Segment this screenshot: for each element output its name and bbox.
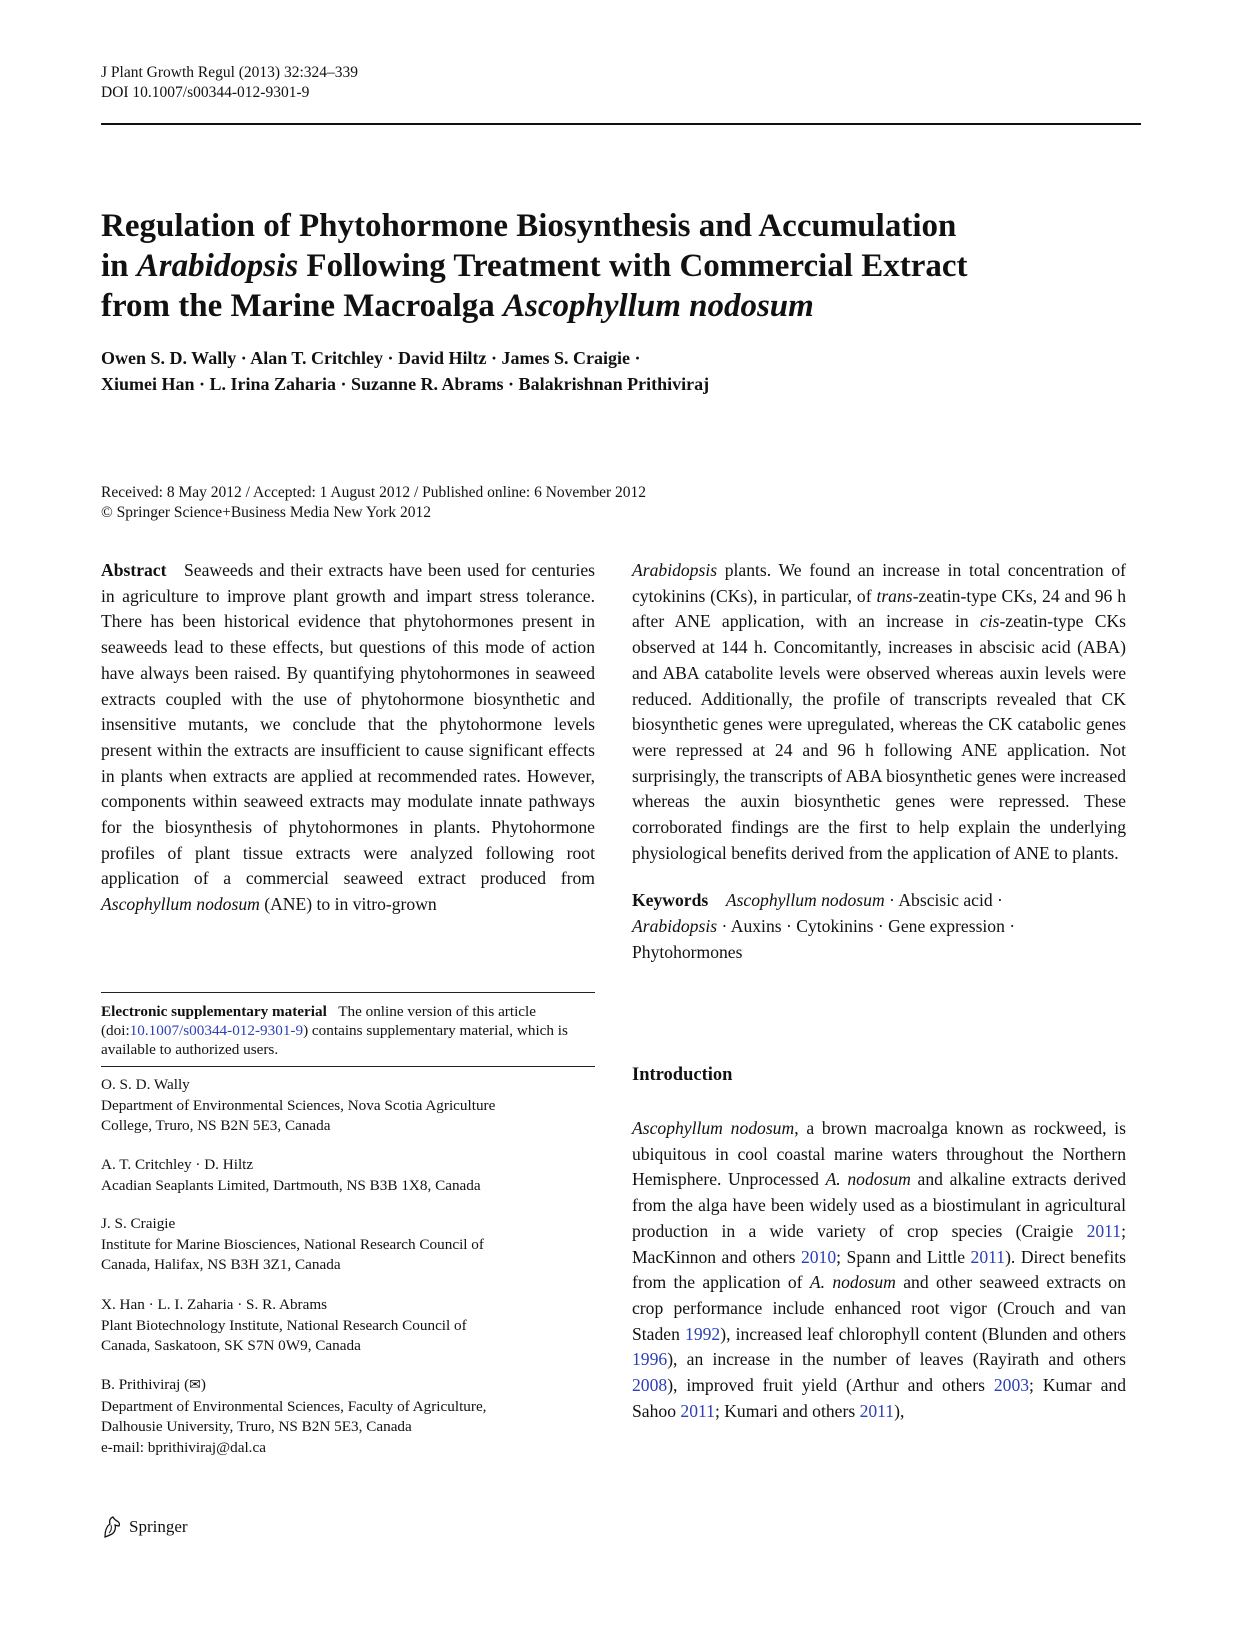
author-list: Owen S. D. Wally · Alan T. Critchley · David Hiltz · James S. Craigie · Xiumei Han · L. Irina Zaharia · Suzanne R. Abrams · Balakrishnan Prithiviraj (101, 348, 710, 394)
citation-link[interactable]: 2011 (1086, 1220, 1122, 1241)
esm-rule-bottom (101, 1066, 595, 1067)
copyright-line: © Springer Science+Business Media New York 2012 (101, 504, 432, 521)
citation-link[interactable]: 2003 (993, 1375, 1030, 1396)
springer-horse-icon (101, 1515, 123, 1539)
journal-citation: J Plant Growth Regul (2013) 32:324–339 (101, 64, 359, 81)
affiliation-craigie: J. S. Craigie Institute for Marine Biosciences, National Research Council of Canada, Halifax, NS B3H 3Z1, Canada (101, 1215, 484, 1273)
abstract-right-column: Arabidopsis plants. We found an increase in total concentration of cytokinins (CKs), in particular, of trans-zeatin-type CKs, 24 and 96 h after ANE application, with an increase in cis-zeatin-type CKs observed at 144 h. Concomitantly, increases in abscisic acid (ABA) and ABA catabolite levels were observed whereas auxin levels were reduced. Additionally, the profile of transcripts revealed that CK biosynthetic genes were upregulated, whereas the CK catabolic genes were repressed at 24 and 96 h following ANE application. Not surprisingly, the transcripts of ABA biosynthetic genes were increased whereas the auxin biosynthetic genes were repressed. These corroborated findings are the first to help explain the underlying physiological benefits derived from the application of ANE to plants. Keywords Ascophyllum nodosum · Abscisic acid · Arabidopsis · Auxins · Cytokinins · Gene expression · Phytohormones (632, 558, 1126, 966)
keywords: Keywords Ascophyllum nodosum · Abscisic acid · Arabidopsis · Auxins · Cytokinins · Gene expression · Phytohormones (632, 890, 1016, 962)
citation-link[interactable]: 2011 (680, 1400, 715, 1421)
doi-line: DOI 10.1007/s00344-012-9301-9 (101, 84, 310, 101)
header-rule (101, 123, 1141, 125)
doi-link[interactable]: 10.1007/s00344-012-9301-9 (129, 1022, 304, 1039)
affiliation-han-zaharia-abrams: X. Han · L. I. Zaharia · S. R. Abrams Plant Biotechnology Institute, National Research Council of Canada, Saskatoon, SK S7N 0W9, Canada (101, 1296, 467, 1354)
publication-dates: Received: 8 May 2012 / Accepted: 1 August 2012 / Published online: 6 November 2012 © Springer Science+Business Media New York 2012 (101, 484, 647, 521)
paper-title: Regulation of Phytohormone Biosynthesis and Accumulation in Arabidopsis Following Treatment with Commercial Extract from the Marine Macroalga Ascophyllum nodosum (101, 208, 968, 324)
introduction-heading: Introduction (632, 1065, 733, 1085)
abstract-left-column: Abstract Seaweeds and their extracts have been used for centuries in agriculture to improve plant growth and impart stress tolerance. There has been historical evidence that phytohormones present in seaweeds lead to these effects, but questions of this mode of action have always been raised. By quantifying phytohormones in seaweed extracts coupled with the use of phytohormone biosynthetic and insensitive mutants, we conclude that the phytohormone levels present within the extracts are insufficient to cause significant effects in plants when extracts are applied at recommended rates. However, components within seaweed extracts may modulate innate pathways for the biosynthesis of phytohormones in plants. Phytohormone profiles of plant tissue extracts were analyzed following root application of a commercial seaweed extract produced from Ascophyllum nodosum (ANE) to in vitro-grown (101, 560, 595, 915)
citation-link[interactable]: 2011 (859, 1400, 895, 1421)
keywords-label: Keywords (632, 890, 709, 911)
supplementary-material-note: Electronic supplementary material The online version of this article (doi:10.1007/s00344-012-9301-9) contains supplementary material, which is available to authorized users. (101, 1003, 568, 1058)
introduction-text: Ascophyllum nodosum, a brown macroalga known as rockweed, is ubiquitous in cool coastal marine waters throughout the Northern Hemisphere. Unprocessed A. nodosum and alkaline extracts derived from the alga have been widely used as a biostimulant in agricultural production in a wide variety of crop species (Craigie 2011; MacKinnon and others 2010; Spann and Little 2011). Direct benefits from the application of A. nodosum and other seaweed extracts on crop performance include enhanced root vigor (Crouch and van Staden 1992), increased leaf chlorophyll content (Blunden and others 1996), an increase in the number of leaves (Rayirath and others 2008), improved fruit yield (Arthur and others 2003; Kumar and Sahoo 2011; Kumari and others 2011), (632, 1118, 1126, 1421)
abstract-label: Abstract (101, 560, 167, 580)
esm-rule-top (101, 992, 595, 993)
envelope-icon: ✉ (189, 1378, 201, 1393)
affiliation-wally: O. S. D. Wally Department of Environmental Sciences, Nova Scotia Agriculture College, Truro, NS B2N 5E3, Canada (101, 1076, 496, 1134)
page-footer (101, 1515, 188, 1539)
affiliation-prithiviraj: B. Prithiviraj (✉) Department of Environmental Sciences, Faculty of Agriculture, Dalhousie University, Truro, NS B2N 5E3, Canada e-mail: bprithiviraj@dal.ca (101, 1375, 595, 1458)
corresponding-email: e-mail: bprithiviraj@dal.ca (101, 1438, 266, 1456)
affiliation-critchley-hiltz: A. T. Critchley · D. Hiltz Acadian Seaplants Limited, Dartmouth, NS B3B 1X8, Canada (101, 1156, 481, 1194)
citation-link[interactable]: 1996 (632, 1349, 668, 1370)
citation-link[interactable]: 2010 (800, 1246, 837, 1267)
citation-link[interactable]: 2008 (632, 1375, 668, 1396)
publisher-name: Springer (129, 1517, 188, 1536)
citation-link[interactable]: 1992 (685, 1323, 721, 1344)
journal-header (101, 63, 358, 103)
citation-link[interactable]: 2011 (970, 1246, 1006, 1267)
